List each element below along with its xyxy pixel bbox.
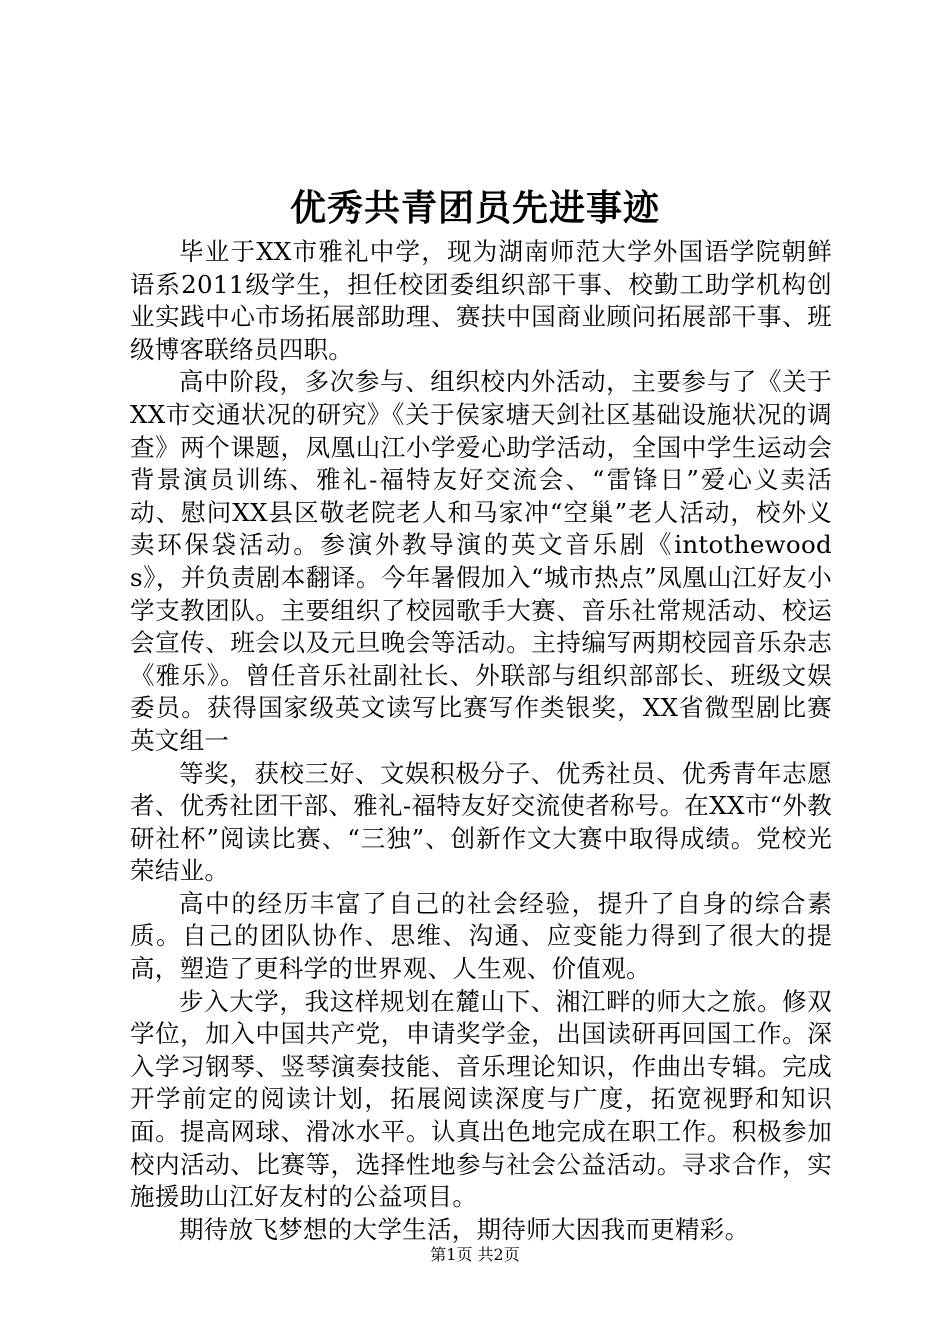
- page-footer: 第1页 共2页: [430, 1245, 520, 1264]
- paragraph-1: 毕业于XX市雅礼中学，现为湖南师范大学外国语学院朝鲜语系2011级学生，担任校团委组织部干事、校勤工助学机构创业实践中心市场拓展部助理、赛扶中国商业顾问拓展部干事、班级博客联络员四职。: [130, 237, 832, 364]
- paragraph-6: 期待放飞梦想的大学生活，期待师大因我而更精彩。: [179, 1214, 750, 1244]
- document-title: 优秀共青团员先进事迹: [289, 187, 660, 229]
- paragraph-2: 高中阶段，多次参与、组织校内外活动，主要参与了《关于XX市交通状况的研究》《关于侯家塘天剑社区基础设施状况的调查》两个课题，凤凰山江小学爱心助学活动，全国中学生运动会背景演员训练、雅礼-福特友好交流会、“雷锋日”爱心义卖活动、慰问XX县区敬老院老人和马家冲“空巢”老人活动，校外义卖环保袋活动。参演外教导演的英文音乐剧《intothewoods》，并负责剧本翻译。今年暑假加入“城市热点”凤凰山江好友小学支教团队。主要组织了校园歌手大赛、音乐社常规活动、校运会宣传、班会以及元旦晚会等活动。主持编写两期校园音乐杂志《雅乐》。曾任音乐社副社长、外联部与组织部部长、班级文娱委员。获得国家级英文读写比赛写作类银奖，XX省微型剧比赛英文组一: [130, 367, 832, 755]
- paragraph-3: 等奖，获校三好、文娱积极分子、优秀社员、优秀青年志愿者、优秀社团干部、雅礼-福特友好交流使者称号。在XX市“外教研社杯”阅读比赛、“三独”、创新作文大赛中取得成绩。党校光荣结业。: [130, 758, 832, 886]
- paragraph-5: 步入大学，我这样规划在麓山下、湘江畔的师大之旅。修双学位，加入中国共产党，申请奖学金，出国读研再回国工作。深入学习钢琴、竖琴演奏技能、音乐理论知识，作曲出专辑。完成开学前定的阅读计划，拓展阅读深度与广度，拓宽视野和知识面。提高网球、滑冰水平。认真出色地完成在职工作。积极参加校内活动、比赛等，选择性地参与社会公益活动。寻求合作，实施援助山江好友村的公益项目。: [130, 986, 832, 1212]
- document-body: [130, 236, 832, 1246]
- paragraph-4: 高中的经历丰富了自己的社会经验，提升了自身的综合素质。自己的团队协作、思维、沟通、应变能力得到了很大的提高，塑造了更科学的世界观、人生观、价值观。: [130, 888, 832, 984]
